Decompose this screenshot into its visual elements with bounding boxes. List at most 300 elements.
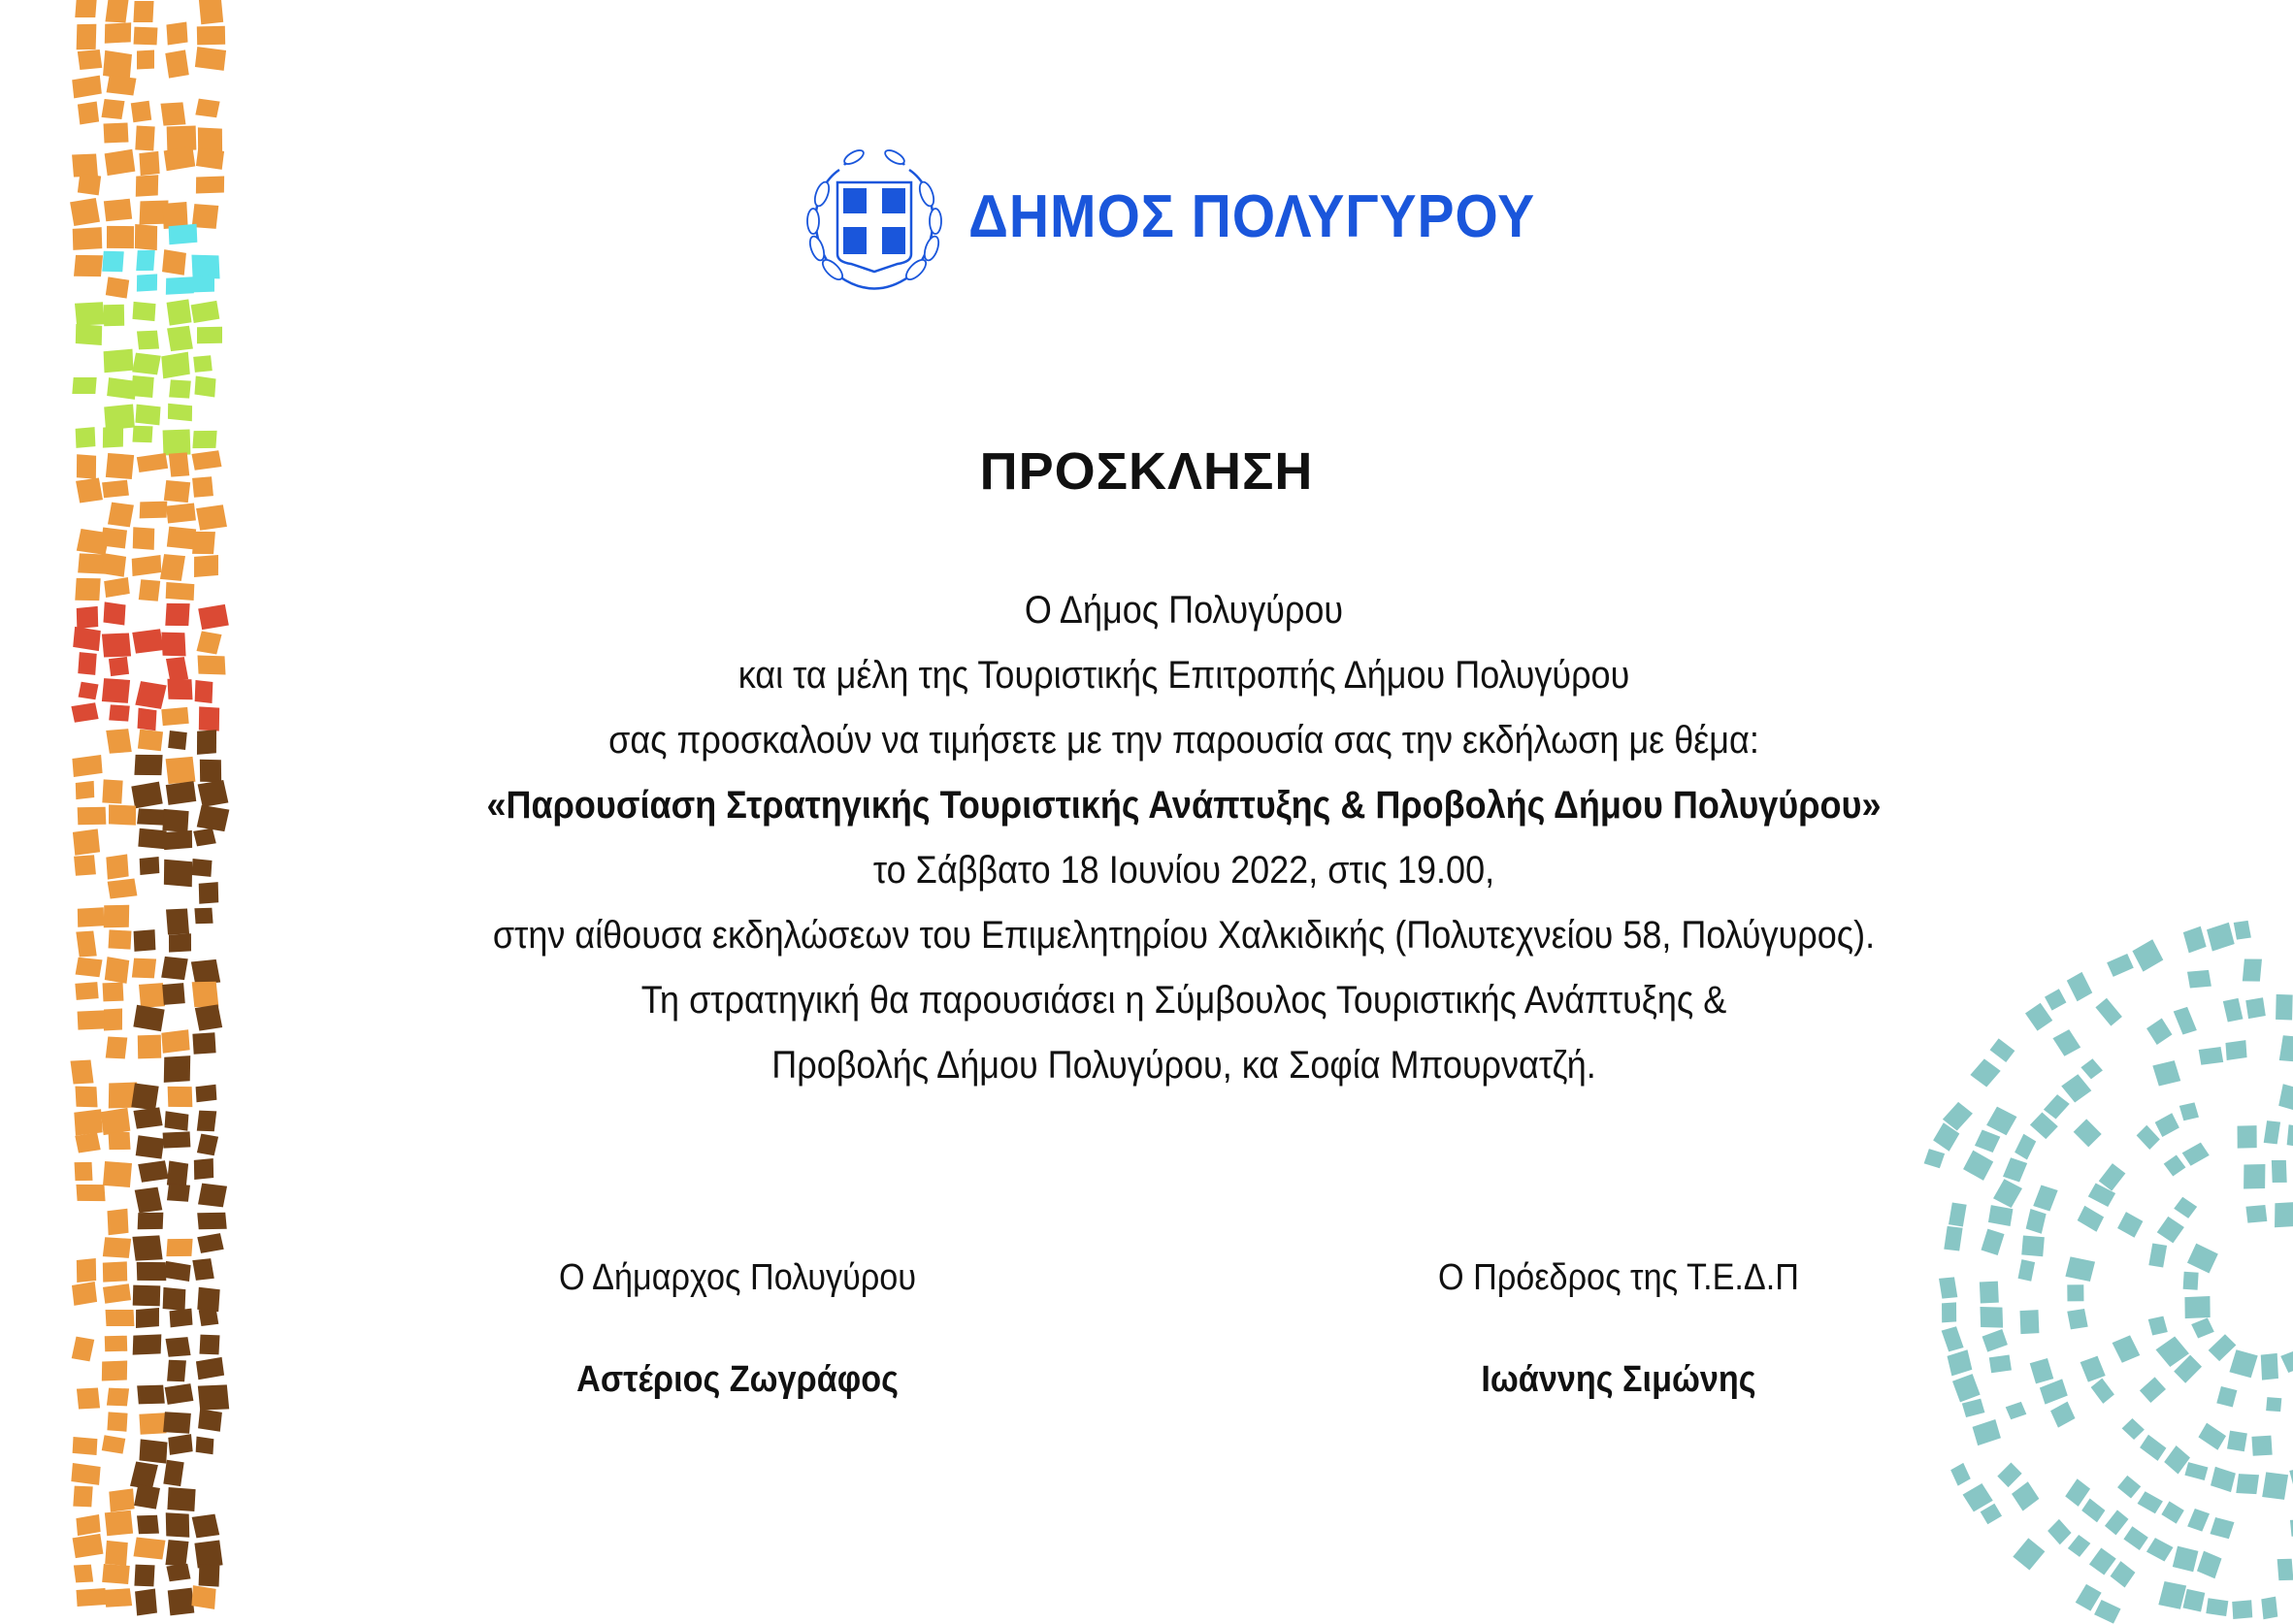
mosaic-tile [165,781,196,805]
municipality-name: ΔΗΜΟΣ ΠΟΛΥΓΥΡΟΥ [968,183,1536,250]
mosaic-tile [136,175,158,197]
mosaic-tile [107,879,137,899]
mosaic-tile [166,1239,193,1256]
mosaic-tile [2206,1598,2228,1616]
mosaic-tile [2261,1597,2277,1620]
mosaic-tile [2207,923,2234,951]
mosaic-tile [2026,1209,2047,1234]
mosaic-tile [2246,997,2267,1019]
mosaic-tile [2073,1119,2101,1147]
mosaic-tile [106,75,136,95]
mosaic-tile [162,249,186,275]
mosaic-tile [196,1085,217,1103]
mosaic-tile [2137,1125,2160,1150]
mosaic-tile [2243,958,2262,982]
mosaic-tile [2088,1184,2115,1207]
mosaic-tile [1973,1420,2001,1446]
mosaic-tile [2094,1600,2121,1624]
mosaic-tile [2174,1197,2197,1218]
mosaic-tile [2155,1113,2179,1136]
mosaic-tile [197,1134,218,1156]
mosaic-tile [195,98,220,116]
mosaic-tile [76,1132,102,1153]
mosaic-tile [72,1534,102,1558]
mosaic-tile [133,1285,160,1307]
mosaic-tile [138,828,166,850]
mosaic-tile [104,576,130,598]
mosaic-tile [2199,1047,2223,1065]
mosaic-tile [2183,1272,2199,1290]
mosaic-tile [2140,1434,2166,1460]
mosaic-tile [161,352,190,378]
mosaic-tile [2182,1143,2210,1166]
mosaic-tile [2075,1584,2101,1611]
mosaic-tile [109,1132,131,1150]
mosaic-tile [197,805,230,832]
mosaic-tile [197,1233,223,1253]
mosaic-tile [167,1360,186,1382]
mosaic-tile [200,759,221,781]
mosaic-tile [104,404,134,430]
mosaic-tile [2047,1519,2072,1545]
mosaic-tile [102,678,130,702]
mosaic-tile [196,1357,224,1380]
mosaic-tile [162,633,186,657]
mosaic-tile [192,982,219,1007]
mosaic-tile [135,1588,157,1615]
mosaic-tile [2216,1386,2237,1407]
mosaic-tile [2050,1402,2075,1428]
mosaic-tile [166,299,191,325]
mosaic-tile [103,983,124,1002]
mosaic-tile [2275,1202,2293,1227]
mosaic-tile [108,503,134,527]
mosaic-tile [162,1132,190,1150]
mosaic-tile [193,1032,217,1055]
mosaic-tile [2229,1350,2258,1379]
mosaic-tile [167,679,192,700]
invitation-title: ΠΡΟΣΚΛΗΣΗ [979,442,1314,501]
mosaic-tile [163,146,194,172]
mosaic-tile [2234,921,2252,940]
mosaic-tile [137,330,159,349]
mosaic-tile [72,1282,97,1305]
mosaic-tile [193,532,215,554]
mosaic-tile [194,1158,213,1180]
mosaic-tile [1988,1205,2014,1226]
mosaic-tile [2236,1474,2259,1494]
mosaic-tile [2263,1472,2289,1499]
mosaic-tile [2080,1356,2105,1382]
mosaic-tile [198,1184,227,1208]
mosaic-tile [75,982,98,1000]
mosaic-tile [106,276,130,298]
mosaic-tile [135,681,166,709]
mosaic-tile [169,380,190,399]
mosaic-tile [2280,1351,2293,1374]
mosaic-tile [164,1056,191,1082]
mosaic-tile [2017,1259,2035,1282]
mosaic-tile [103,1283,131,1303]
mosaic-tile [77,1010,105,1029]
mosaic-tile [102,251,123,273]
mosaic-tile [2185,1297,2211,1319]
mosaic-tile [2260,1353,2277,1380]
mosaic-tile [198,1308,218,1326]
mosaic-tile [166,276,195,294]
mosaic-tile [137,50,154,70]
mosaic-tile [102,779,123,803]
mosaic-tile [109,804,136,825]
body-line: Ο Δήμος Πολυγύρου [1024,589,1344,632]
mosaic-tile [104,123,129,144]
mosaic-tile [75,302,105,325]
mosaic-tile [102,553,126,576]
mosaic-tile [197,780,227,807]
mosaic-tile [192,1258,213,1280]
mosaic-tile [102,1435,126,1454]
mosaic-tile [1989,1355,2012,1374]
mosaic-tile [139,857,159,875]
mosaic-tile [2183,926,2207,952]
mosaic-tile [1924,1148,1945,1167]
mosaic-tile [107,377,137,400]
mosaic-tile [2276,995,2292,1021]
mosaic-tile [133,1538,165,1560]
mosaic-tile [162,202,187,229]
mosaic-tile [161,102,186,126]
mosaic-tile [138,1213,163,1229]
mosaic-tile [2096,999,2122,1026]
mosaic-tile [73,828,101,856]
mosaic-tile [164,830,192,850]
signature-president [1279,1257,1958,1401]
body-line: Προβολής Δήμου Πολυγύρου, κα Σοφία Μπουρνατζή. [771,1044,1596,1087]
body-line: σας προσκαλούν να τιμήσετε με την παρουσία σας την εκδήλωση με θέμα: [608,719,1759,762]
mosaic-tile [101,528,127,549]
mosaic-tile [137,274,157,292]
mosaic-tile [196,1437,214,1455]
mosaic-tile [77,1185,106,1201]
mosaic-tile [135,224,157,250]
mosaic-tile [109,929,132,949]
mosaic-tile [2117,1212,2143,1238]
signature-role: Ο Δήμαρχος Πολυγύρου [558,1257,917,1298]
mosaic-tile [197,730,216,755]
mosaic-tile [2187,1244,2218,1274]
mosaic-tile [107,1209,128,1236]
greek-coat-of-arms-icon [801,146,948,291]
mosaic-tile [2209,1334,2237,1361]
mosaic-tile [78,682,98,700]
mosaic-tile [134,755,162,775]
mosaic-tile [74,255,103,277]
mosaic-tile [139,1413,167,1435]
mosaic-tile [2105,1510,2128,1536]
mosaic-tile [101,99,124,119]
mosaic-tile [2068,1535,2090,1556]
mosaic-tile [106,729,131,754]
mosaic-tile [2152,1060,2180,1086]
mosaic-tile [167,1487,195,1511]
mosaic-tile [192,859,213,877]
mosaic-tile [193,275,214,292]
mosaic-tile [197,631,222,654]
mosaic-tile [133,27,157,46]
mosaic-tile [2158,1581,2186,1609]
mosaic-tile [103,602,125,626]
mosaic-tile [2197,1551,2221,1578]
mosaic-tile [2066,1257,2095,1282]
mosaic-tile [166,503,196,523]
mosaic-tile [2122,1417,2145,1439]
mosaic-tile [1982,1329,2008,1352]
mosaic-tile [2245,1205,2267,1223]
mosaic-tile [2124,1526,2148,1550]
mosaic-tile [1950,1463,1970,1486]
mosaic-tile [104,1335,127,1351]
mosaic-tile [191,1513,219,1538]
mosaic-tile [102,1564,130,1584]
mosaic-tile [160,554,184,580]
mosaic-tile [2164,1445,2190,1474]
mosaic-tile [2034,1186,2058,1211]
mosaic-tile [199,1334,219,1354]
mosaic-tile [1980,1504,2002,1525]
mosaic-tile [133,1334,162,1354]
mosaic-tile [2183,1589,2206,1611]
mosaic-tile [2099,1164,2126,1191]
mosaic-tile [72,1437,97,1455]
mosaic-tile [2140,1377,2166,1403]
mosaic-tile [195,679,213,702]
mosaic-tile [166,1337,191,1356]
mosaic-tile [2111,1561,2136,1587]
mosaic-tile [104,22,131,43]
mosaic-tile [103,1009,121,1032]
mosaic-tile [136,1308,159,1328]
mosaic-tile [78,49,103,70]
mosaic-tile [2020,1311,2040,1335]
mosaic-tile [137,1384,164,1404]
mosaic-tile [196,148,224,171]
mosaic-tile [73,755,103,777]
mosaic-tile [105,149,135,176]
mosaic-tile [167,1160,188,1187]
mosaic-tile [198,1286,220,1311]
mosaic-tile [1980,1282,1999,1304]
mosaic-tile [132,555,161,576]
mosaic-tile [1949,1202,1967,1226]
mosaic-tile [2078,1206,2104,1232]
mosaic-tile [2164,1154,2186,1176]
mosaic-tile [133,1,153,22]
mosaic-tile [2137,1491,2163,1513]
mosaic-tile [167,21,188,44]
mosaic-tile [2252,1435,2273,1455]
mosaic-tile [198,1410,222,1432]
mosaic-tile [106,1310,135,1326]
mosaic-tile [104,304,124,326]
mosaic-tile [2266,1397,2282,1412]
mosaic-tile [167,125,196,150]
mosaic-tile [165,1541,188,1567]
mosaic-tile [139,983,165,1007]
mosaic-tile [167,1184,190,1201]
invitation-body [291,578,2077,1098]
mosaic-tile [163,1287,186,1311]
mosaic-tile [131,1084,159,1111]
mosaic-tile [199,883,218,905]
mosaic-tile [2148,1243,2167,1268]
mosaic-tile [166,50,190,79]
mosaic-tile [1944,1226,1962,1250]
mosaic-tile [161,1029,189,1054]
mosaic-tile [139,1439,167,1463]
mosaic-tile [2162,1501,2185,1523]
mosaic-tile [198,128,222,154]
mosaic-tile [169,223,197,244]
mosaic-tile [2029,1358,2053,1384]
mosaic-tile [1962,1398,1984,1416]
mosaic-tile [2157,1217,2184,1243]
mosaic-tile [166,909,189,934]
mosaic-tile [2184,1462,2208,1480]
mosaic-tile [2233,1600,2253,1618]
mosaic-tile [195,1540,223,1568]
mosaic-tile [2186,970,2211,989]
mosaic-tile [104,905,129,928]
mosaic-tile [2065,1478,2090,1507]
mosaic-tile [134,1484,160,1510]
mosaic-tile [133,1108,162,1129]
mosaic-tile [78,102,99,125]
mosaic-tile [103,1261,128,1282]
mosaic-tile [137,249,156,270]
mosaic-tile [101,1108,130,1135]
mosaic-tile [166,658,188,681]
mosaic-tile [72,1336,94,1361]
mosaic-tile [78,807,106,826]
mosaic-tile [109,1489,134,1513]
mosaic-tile [196,177,224,194]
mosaic-tile [197,26,226,46]
mosaic-tile [2211,1467,2236,1492]
mosaic-tile [197,656,225,674]
mosaic-tile [2081,1499,2105,1522]
mosaic-tile [77,529,110,555]
mosaic-tile [167,1087,191,1107]
mosaic-tile [131,375,153,398]
mosaic-tile [2175,1354,2202,1382]
mosaic-tile [139,201,168,225]
mosaic-tile [194,47,225,70]
signature-name: Αστέριος Ζωγράφος [576,1359,899,1400]
mosaic-tile [2067,1284,2084,1301]
signature-role: Ο Πρόεδρος της Τ.Ε.Δ.Π [1438,1257,1799,1298]
mosaic-tile [74,1564,94,1582]
mosaic-tile [132,353,160,375]
mosaic-tile [1943,1102,1973,1130]
mosaic-tile [1998,1462,2022,1487]
mosaic-tile [168,1587,195,1614]
mosaic-tile [139,151,159,176]
mosaic-tile [163,1459,184,1486]
mosaic-tile [198,604,229,630]
mosaic-tile [2192,1318,2215,1339]
mosaic-tile [2148,1316,2168,1336]
mosaic-tile [138,730,164,751]
mosaic-tile [1963,1482,1993,1510]
event-date: το Σάββατο 18 Ιουνίου 2022, στις 19.00, [872,849,1495,892]
mosaic-tile [191,255,219,278]
mosaic-tile [2081,1058,2104,1079]
mosaic-tile [2022,1235,2046,1256]
mosaic-tile [196,504,226,530]
mosaic-tile [1993,1180,2022,1209]
mosaic-tile [166,526,196,549]
mosaic-tile [132,1235,163,1260]
mosaic-tile [2013,1482,2040,1511]
mosaic-tile [107,1388,129,1407]
mosaic-tile [72,153,97,176]
mosaic-tile [164,1261,191,1282]
mosaic-tile [1963,1151,1993,1181]
mosaic-tile [137,1515,159,1535]
mosaic-tile [135,1187,163,1214]
mosaic-tile [106,1036,128,1058]
mosaic-tile [70,198,100,226]
mosaic-tile [2117,1476,2141,1499]
mosaic-tile [2277,1558,2293,1579]
mosaic-tile [2013,1538,2045,1570]
mosaic-tile [79,653,98,675]
mosaic-tile [2004,1157,2028,1182]
mosaic-tile [2090,1378,2114,1404]
mosaic-tile [2156,1337,2189,1367]
mosaic-tile [2015,1135,2037,1160]
event-venue: στην αίθουσα εκδηλώσεων του Επιμελητηρίου Χαλκιδικής (Πολυτεχνείου 58, Πολύγυρος). [492,914,1876,957]
mosaic-tile [191,959,221,985]
mosaic-tile [2179,1102,2199,1121]
mosaic-tile [198,1213,227,1230]
mosaic-tile [162,809,188,832]
mosaic-tile [2068,1309,2088,1330]
mosaic-tile [166,1563,190,1581]
mosaic-tile [2088,1548,2115,1575]
mosaic-tile [165,1383,194,1405]
mosaic-tile [77,1588,107,1607]
mosaic-tile [194,907,213,924]
mosaic-tile [77,1258,97,1283]
mosaic-tile [74,1109,102,1135]
mosaic-tile [71,702,98,723]
mosaic-tile [169,1309,192,1328]
mosaic-tile [79,554,108,574]
mosaic-tile [165,582,194,601]
mosaic-tile [105,1510,133,1536]
mosaic-tile [2006,1401,2027,1418]
mosaic-tile [77,930,98,957]
mosaic-tile [2226,1431,2246,1451]
mosaic-tile [137,808,165,826]
mosaic-tile [1985,1106,2016,1135]
mosaic-tile [138,579,159,601]
mosaic-tile [2174,1007,2197,1034]
mosaic-tile [134,929,156,952]
mosaic-tile [76,781,94,799]
mosaic-tile [2146,1538,2173,1562]
